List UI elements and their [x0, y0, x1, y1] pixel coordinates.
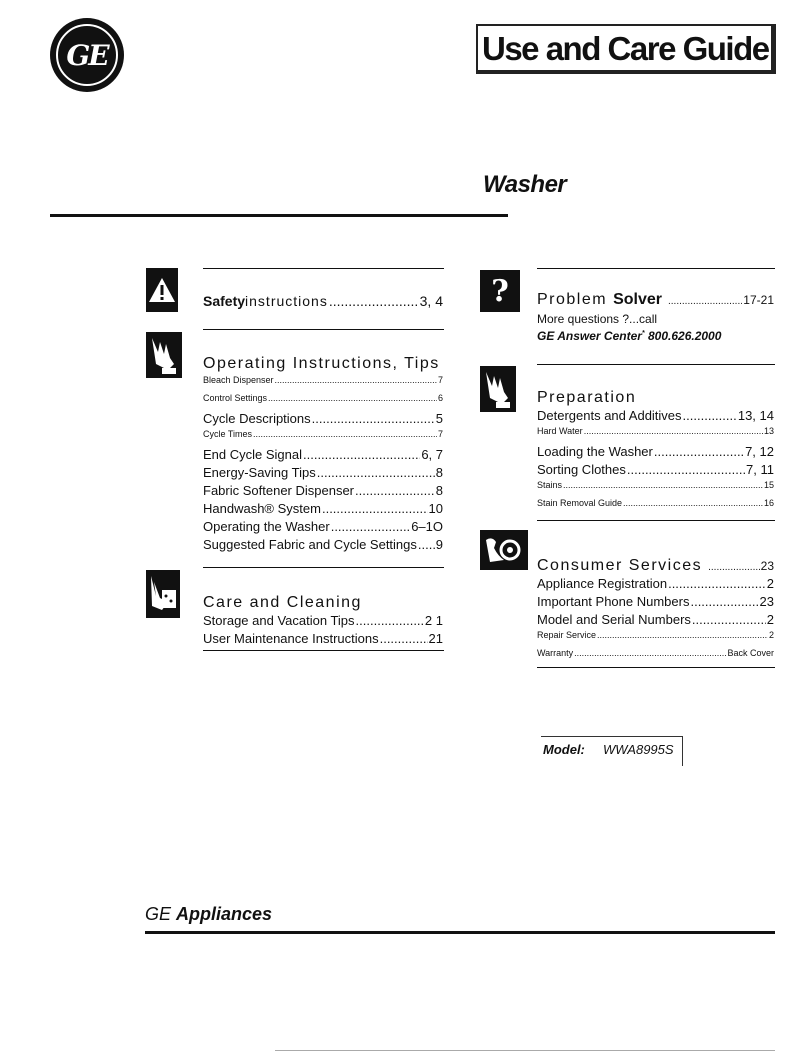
toc-page: 23 [759, 594, 774, 609]
toc-label: Control Settings [203, 393, 268, 403]
toc-entry[interactable] [537, 498, 774, 508]
toc-label: Model and Serial Numbers [537, 612, 691, 627]
toc-entry[interactable] [203, 429, 443, 439]
section-rule [203, 567, 444, 568]
hand-pressing-button-icon [480, 366, 516, 412]
ge-logo [50, 18, 124, 92]
answer-center-label: GE Answer Center [537, 329, 642, 343]
toc-entry-safety[interactable] [203, 293, 443, 309]
toc-page: 6, 7 [421, 447, 443, 462]
section-title-operating: Operating Instructions, Tips [203, 355, 440, 372]
section-title-preparation: Preparation [537, 389, 637, 406]
toc-label: End Cycle Signal [203, 447, 302, 462]
toc-entry[interactable] [537, 426, 774, 436]
toc-label: Fabric Softener Dispenser [203, 483, 355, 498]
toc-label: Storage and Vacation Tips [203, 613, 355, 628]
toc-entry[interactable] [203, 613, 443, 628]
toc-entry[interactable] [537, 408, 774, 423]
more-questions-text: More questions ?...call [537, 312, 658, 326]
toc-entry[interactable] [203, 375, 443, 385]
toc-entry[interactable] [537, 612, 774, 627]
section-rule [537, 268, 775, 269]
product-name: Washer [483, 171, 567, 198]
brand-prefix: GE [145, 904, 172, 924]
toc-entry[interactable] [537, 594, 774, 609]
toc-label: Problem [537, 291, 608, 308]
toc-entry[interactable] [537, 648, 774, 658]
toc-entry-problem-solver[interactable] [537, 291, 774, 309]
toc-page: 15 [763, 480, 774, 490]
toc-label: Handwash® System [203, 501, 321, 516]
toc-label: Appliance Registration [537, 576, 668, 591]
toc-page: 8 [435, 483, 443, 498]
brand-name: Appliances [176, 904, 273, 924]
answer-center-phone: 800.626.2000 [648, 329, 722, 343]
toc-entry[interactable] [203, 537, 443, 552]
toc-page: 5 [435, 411, 443, 426]
toc-label: Repair Service [537, 630, 597, 640]
toc-entry[interactable] [537, 630, 774, 640]
toc-page: 3, 4 [419, 293, 443, 309]
toc-entry[interactable] [203, 501, 443, 516]
toc-label: Warranty [537, 648, 574, 658]
toc-label: Suggested Fabric and Cycle Settings [203, 537, 417, 552]
toc-page: 6 [437, 393, 443, 403]
toc-label: instructions [245, 293, 328, 309]
hand-with-sponge-icon [146, 570, 180, 618]
toc-page: 17-21 [743, 293, 774, 307]
toc-label-bold: Safety [203, 293, 246, 309]
toc-label: Important Phone Numbers [537, 594, 690, 609]
toc-entry-consumer-services[interactable] [537, 557, 774, 575]
toc-entry[interactable] [203, 631, 443, 646]
model-number: WWA8995S [603, 742, 674, 757]
toc-label: Consumer Services [537, 557, 703, 574]
toc-page: 7, 12 [745, 444, 774, 459]
section-rule [203, 650, 444, 651]
model-label: Model: [543, 742, 585, 757]
toc-label: User Maintenance Instructions [203, 631, 379, 646]
section-rule [203, 268, 444, 269]
toc-label: Operating the Washer [203, 519, 330, 534]
toc-page: 23 [760, 559, 774, 573]
toc-page: 16 [763, 498, 774, 508]
section-rule [537, 520, 775, 521]
ge-logo-text: GE [56, 24, 118, 86]
toc-label: Loading the Washer [537, 444, 653, 459]
footer-divider [145, 931, 775, 934]
toc-page: 10 [428, 501, 443, 516]
toc-page: 9 [435, 537, 443, 552]
toc-entry[interactable] [537, 444, 774, 459]
toc-entry[interactable] [203, 411, 443, 426]
toc-page: 2 [766, 612, 774, 627]
toc-label: Cycle Descriptions [203, 411, 311, 426]
hand-pressing-button-icon [146, 332, 182, 378]
toc-page: 21 [428, 631, 443, 646]
section-rule [537, 364, 775, 365]
question-mark-icon: ? [480, 270, 520, 312]
toc-label: Detergents and Additives [537, 408, 682, 423]
section-rule [203, 329, 444, 330]
toc-page: 7, 11 [746, 462, 774, 477]
toc-page: 2 [766, 576, 774, 591]
toc-page: 7 [437, 375, 443, 385]
toc-entry[interactable] [203, 483, 443, 498]
toc-page: 2 1 [424, 613, 443, 628]
toc-page: 2 [768, 630, 774, 640]
toc-entry[interactable] [203, 519, 443, 534]
toc-page: 8 [435, 465, 443, 480]
toc-entry[interactable] [203, 447, 443, 462]
brand [145, 904, 272, 925]
warning-icon [146, 268, 178, 312]
header-divider [50, 214, 508, 217]
page-edge-line [275, 1050, 775, 1051]
toc-label: Energy-Saving Tips [203, 465, 316, 480]
toc-entry[interactable] [537, 576, 774, 591]
toc-label-bold: Solver [613, 291, 662, 308]
guide-title: Use and Care Guide [476, 24, 776, 74]
answer-center-line: GE Answer Center* 800.626.2000 [537, 329, 722, 343]
toc-page: Back Cover [727, 648, 774, 658]
section-rule [537, 667, 775, 668]
toc-page: 13 [763, 426, 774, 436]
toc-page: 13, 14 [737, 408, 774, 423]
toc-label: Cycle Times [203, 429, 253, 439]
toc-label: Stains [537, 480, 563, 490]
toc-entry[interactable] [203, 465, 443, 480]
telephone-icon [480, 530, 528, 570]
toc-entry[interactable] [537, 462, 774, 477]
toc-entry[interactable] [537, 480, 774, 490]
toc-label: Hard Water [537, 426, 583, 436]
toc-page: 6–1O [411, 519, 443, 534]
section-title-care: Care and Cleaning [203, 594, 362, 611]
toc-page: 7 [437, 429, 443, 439]
toc-label: Bleach Dispenser [203, 375, 274, 385]
toc-label: Sorting Clothes [537, 462, 626, 477]
toc-entry[interactable] [203, 393, 443, 403]
toc-label: Stain Removal Guide [537, 498, 623, 508]
